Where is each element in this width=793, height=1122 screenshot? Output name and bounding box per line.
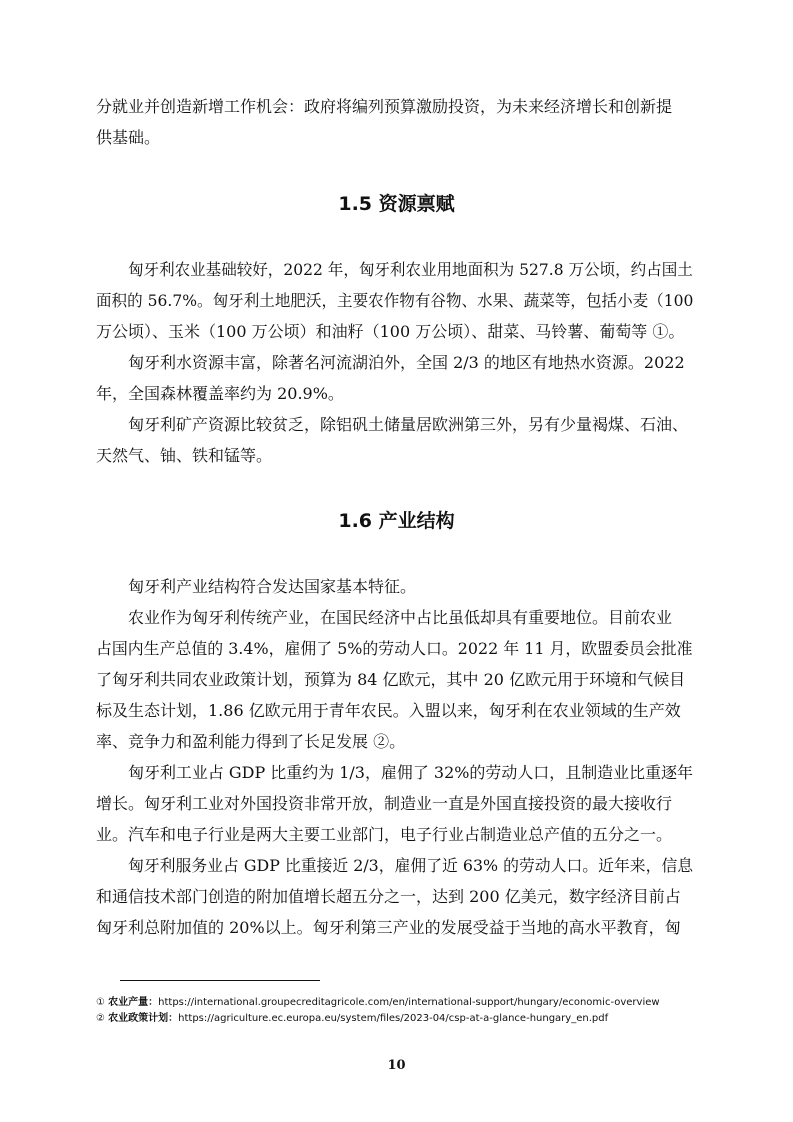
footnote-marker: ①	[96, 997, 105, 1008]
section-heading-1-6: 1.6 产业结构	[338, 510, 455, 532]
footnote-label: 农业政策计划：	[108, 1013, 179, 1024]
body-line: 和通信技术部门创造的附加值增长超五分之一，达到 200 亿美元，数字经济目前占	[96, 887, 681, 906]
page-number: 10	[387, 1058, 406, 1073]
body-line: 标及生态计划，1.86 亿欧元用于青年农民。入盟以来，匈牙利在农业领域的生产效	[96, 701, 681, 720]
body-line: 匈牙利水资源丰富，除著名河流湖泊外，全国 2/3 的地区有地热水资源。2022	[128, 353, 685, 372]
footnote-2	[96, 1012, 608, 1026]
footnote-link[interactable]: https://agriculture.ec.europa.eu/system/files/2023-04/csp-at-a-glance-hungary_en.pdf	[178, 1013, 609, 1024]
body-line: 分就业并创造新增工作机会：政府将编列预算激励投资，为未来经济增长和创新提	[96, 97, 673, 116]
footnote-divider	[120, 980, 320, 981]
footnote-link[interactable]: https://international.groupecreditagricole.com/en/international-support/hungary/economic-overview	[158, 997, 660, 1008]
body-line: 匈牙利农业基础较好，2022 年，匈牙利农业用地面积为 527.8 万公顷，约占国土	[128, 260, 693, 279]
body-line: 业。汽车和电子行业是两大主要工业部门，电子行业占制造业总产值的五分之一。	[96, 825, 673, 844]
body-line: 匈牙利服务业占 GDP 比重接近 2/3，雇佣了近 63% 的劳动人口。近年来，信息	[128, 856, 694, 875]
footnote-1	[96, 996, 660, 1010]
body-line: 匈牙利总附加值的 20%以上。匈牙利第三产业的发展受益于当地的高水平教育，匈	[96, 918, 681, 937]
body-line: 率、竞争力和盈利能力得到了长足发展 ②。	[96, 732, 406, 751]
body-line: 面积的 56.7%。匈牙利土地肥沃，主要农作物有谷物、水果、蔬菜等，包括小麦（100	[96, 291, 694, 310]
body-line: 占国内生产总值的 3.4%，雇佣了 5%的劳动人口。2022 年 11 月，欧盟委员会批准	[96, 639, 693, 658]
body-line: 了匈牙利共同农业政策计划，预算为 84 亿欧元，其中 20 亿欧元用于环境和气候目	[96, 670, 686, 689]
body-line: 农业作为匈牙利传统产业，在国民经济中占比虽低却具有重要地位。目前农业	[128, 608, 673, 627]
body-line: 万公顷）、玉米（100 万公顷）和油籽（100 万公顷）、甜菜、马铃薯、葡萄等 ①。	[96, 322, 685, 341]
body-line: 增长。匈牙利工业对外国投资非常开放，制造业一直是外国直接投资的最大接收行	[96, 794, 673, 813]
body-line: 匈牙利矿产资源比较贫乏，除铝矾土储量居欧洲第三外，另有少量褐煤、石油、	[128, 415, 689, 434]
body-line: 年，全国森林覆盖率约为 20.9%。	[96, 384, 344, 403]
body-line: 匈牙利产业结构符合发达国家基本特征。	[128, 577, 417, 596]
body-line: 匈牙利工业占 GDP 比重约为 1/3，雇佣了 32%的劳动人口，且制造业比重逐年	[128, 763, 694, 782]
footnote-marker: ②	[96, 1013, 105, 1024]
body-line: 天然气、铀、铁和锰等。	[96, 446, 273, 465]
footnote-label: 农业产量：	[108, 997, 159, 1008]
body-line: 供基础。	[96, 128, 161, 147]
section-heading-1-5: 1.5 资源禀赋	[338, 193, 455, 215]
